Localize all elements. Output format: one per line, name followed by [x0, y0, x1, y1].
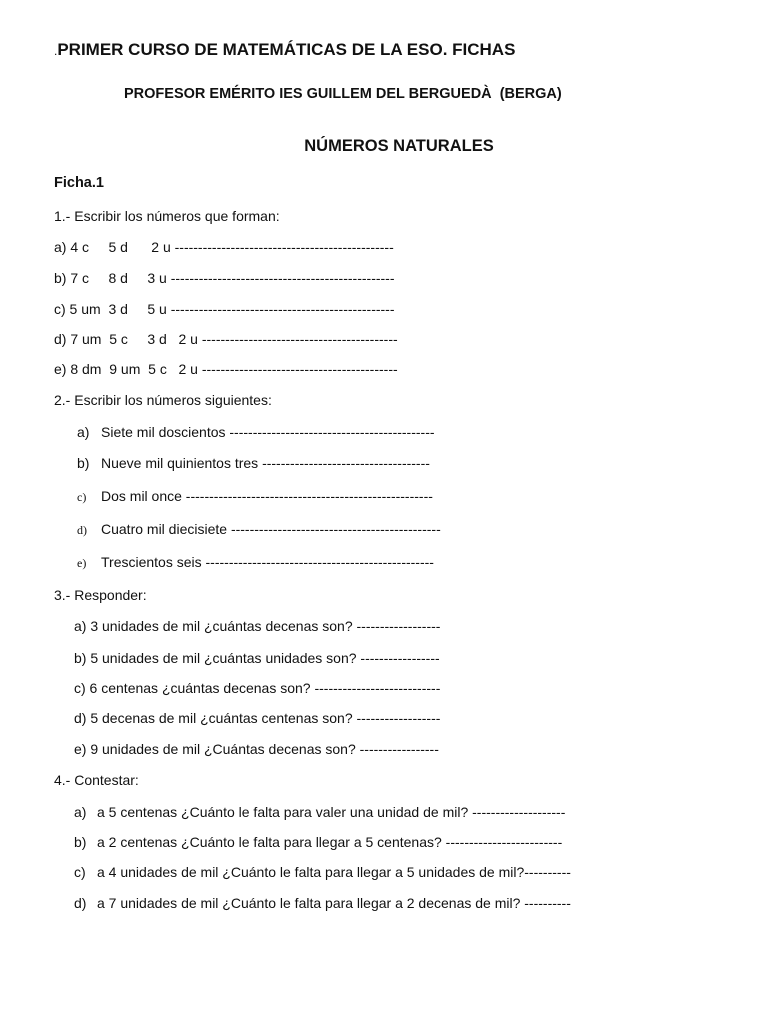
question-3-item-c: c) 6 centenas ¿cuántas decenas son? --------------------------- [74, 680, 441, 696]
question-1-heading: 1.- Escribir los números que forman: [54, 208, 280, 224]
question-2-item-b [77, 454, 430, 472]
question-4-item-d [74, 894, 571, 912]
question-3-heading: 3.- Responder: [54, 587, 147, 603]
question-2-item-c [77, 487, 433, 506]
question-1-item-c: c) 5 um 3 d 5 u ------------------------------------------------ [54, 301, 395, 317]
item-marker: b) [74, 834, 87, 850]
question-4-heading: 4.- Contestar: [54, 772, 139, 788]
question-1-item-a: a) 4 c 5 d 2 u ----------------------------------------------- [54, 239, 394, 255]
title-text: PRIMER CURSO DE MATEMÁTICAS DE LA ESO. FICHAS [57, 40, 516, 59]
item-text: a 5 centenas ¿Cuánto le falta para valer una unidad de mil? -------------------- [97, 804, 566, 820]
question-2-item-e [77, 553, 434, 572]
title-dot: . [54, 44, 58, 58]
question-4-item-a [74, 803, 565, 821]
question-3-item-e: e) 9 unidades de mil ¿Cuántas decenas son? ----------------- [74, 741, 439, 757]
item-text: Siete mil doscientos -------------------------------------------- [101, 424, 435, 440]
item-marker: c) [74, 864, 86, 880]
item-marker: e) [77, 556, 87, 570]
item-text: Nueve mil quinientos tres ------------------------------------ [101, 455, 430, 471]
item-text: a 7 unidades de mil ¿Cuánto le falta para llegar a 2 decenas de mil? ---------- [97, 895, 571, 911]
item-marker: d) [77, 523, 87, 537]
question-2-item-d [77, 520, 441, 539]
ficha-label: Ficha.1 [54, 175, 104, 191]
question-2-item-a [77, 423, 435, 441]
question-4-item-b [74, 833, 562, 851]
document-title [54, 40, 515, 60]
question-3-item-d: d) 5 decenas de mil ¿cuántas centenas son? ------------------ [74, 710, 441, 726]
item-text: Dos mil once ----------------------------------------------------- [101, 488, 433, 504]
item-text: Trescientos seis ------------------------------------------------- [101, 554, 434, 570]
question-4-item-c [74, 863, 571, 881]
section-title: NÚMEROS NATURALES [304, 137, 494, 155]
document-subtitle: PROFESOR EMÉRITO IES GUILLEM DEL BERGUEDÀ (BERGA) [124, 86, 562, 102]
item-marker: a) [74, 804, 87, 820]
question-1-item-d: d) 7 um 5 c 3 d 2 u ------------------------------------------ [54, 331, 398, 347]
question-3-item-b: b) 5 unidades de mil ¿cuántas unidades son? ----------------- [74, 650, 440, 666]
question-1-item-e: e) 8 dm 9 um 5 c 2 u ------------------------------------------ [54, 361, 398, 377]
question-3-item-a: a) 3 unidades de mil ¿cuántas decenas son? ------------------ [74, 618, 441, 634]
item-text: a 2 centenas ¿Cuánto le falta para llegar a 5 centenas? ------------------------- [97, 834, 563, 850]
item-marker: a) [77, 424, 90, 440]
question-2-heading: 2.- Escribir los números siguientes: [54, 392, 272, 408]
item-marker: d) [74, 895, 87, 911]
item-text: a 4 unidades de mil ¿Cuánto le falta para llegar a 5 unidades de mil?---------- [97, 864, 571, 880]
question-1-item-b: b) 7 c 8 d 3 u ------------------------------------------------ [54, 270, 395, 286]
item-text: Cuatro mil diecisiete --------------------------------------------- [101, 521, 441, 537]
item-marker: b) [77, 455, 90, 471]
item-marker: c) [77, 490, 87, 504]
